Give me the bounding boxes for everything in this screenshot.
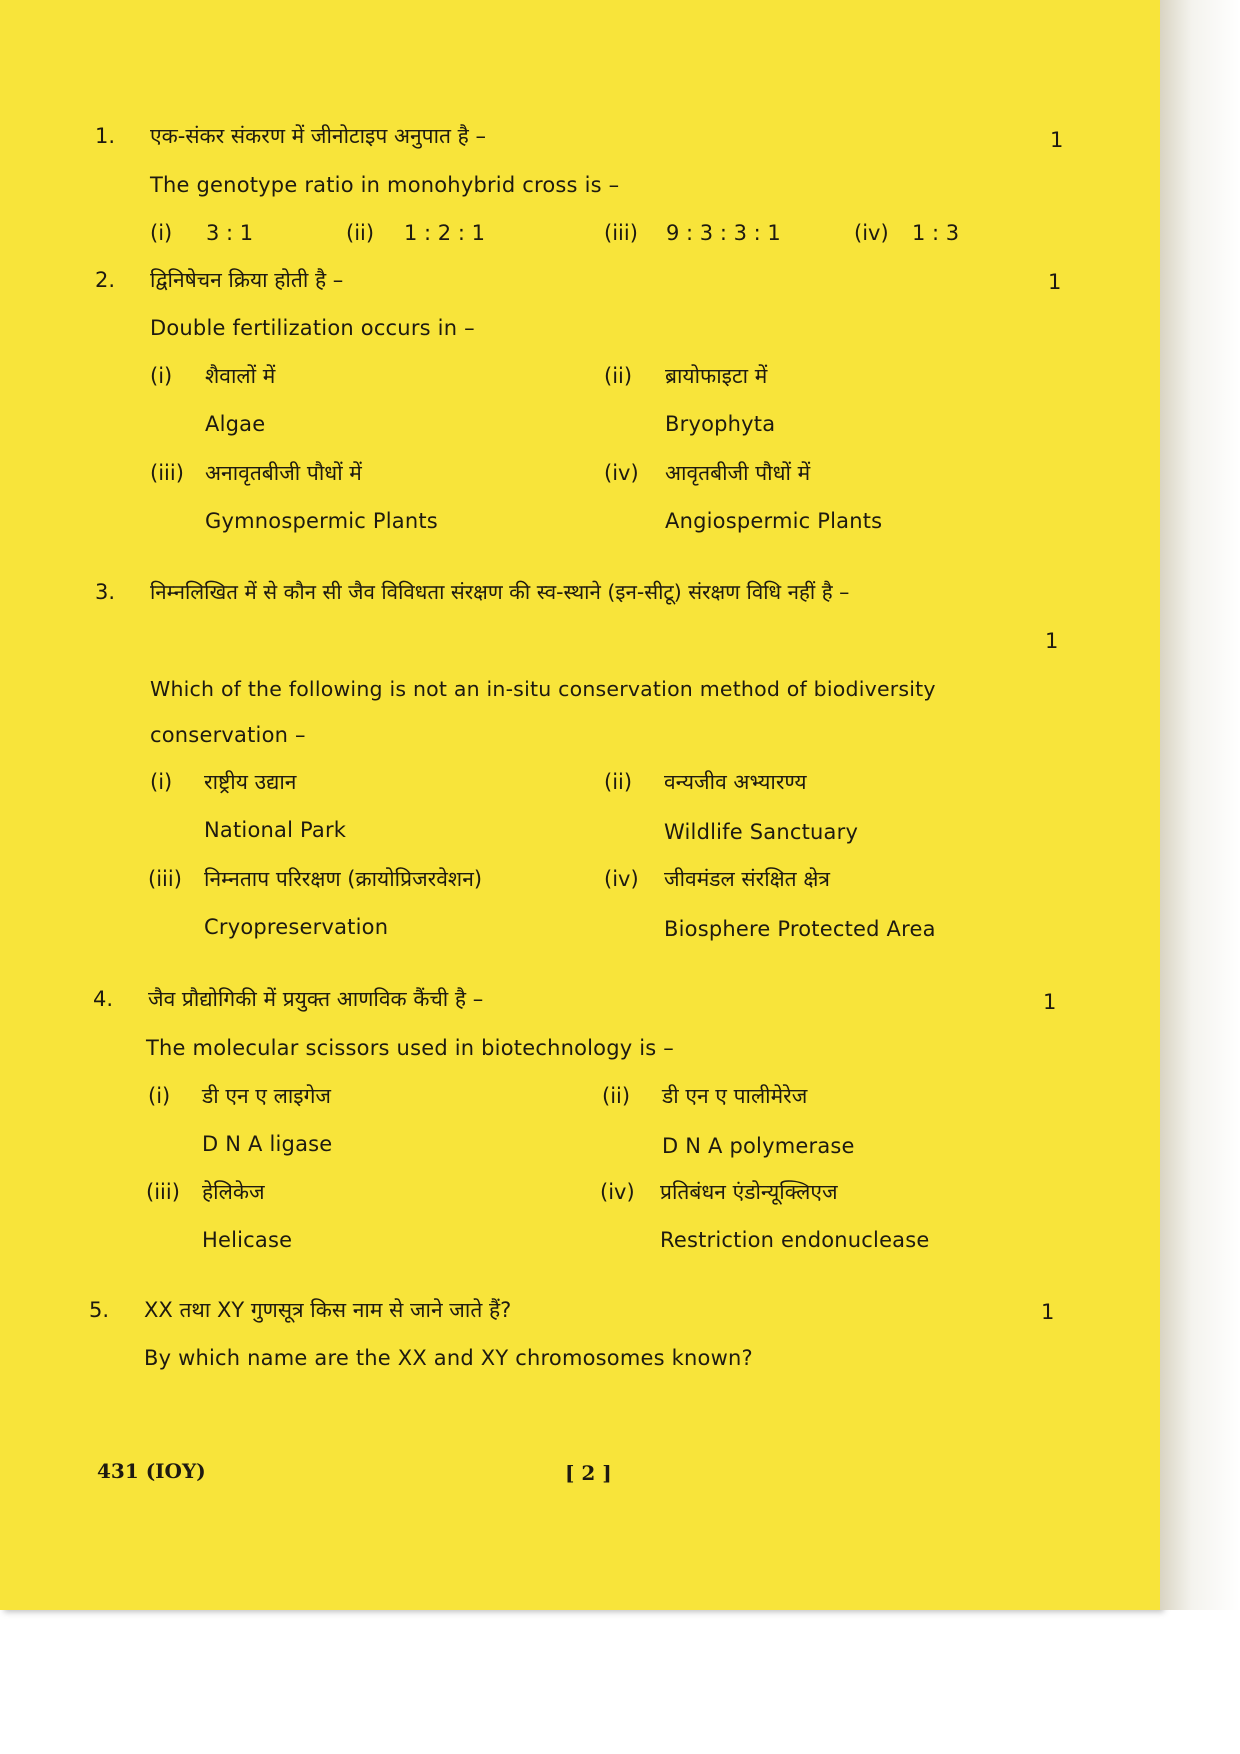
page-number: [ 2 ]	[565, 1461, 612, 1485]
question-1-hindi: एक-संकर संकरण में जीनोटाइप अनुपात है –	[150, 124, 487, 148]
q1-option-ii-text: 1 : 2 : 1	[404, 221, 485, 245]
question-5-hindi: XX तथा XY गुणसूत्र किस नाम से जाने जाते हैं?	[144, 1298, 512, 1322]
q1-option-i-label: (i)	[150, 221, 173, 245]
question-2-marks: 1	[1048, 270, 1062, 294]
q2-option-iv-hindi: आवृतबीजी पौधों में	[665, 461, 811, 485]
q2-option-ii-english: Bryophyta	[665, 412, 776, 436]
q4-option-i-hindi: डी एन ए लाइगेज	[202, 1084, 331, 1108]
q3-option-iv-label: (iv)	[604, 867, 639, 891]
q4-option-iv-label: (iv)	[600, 1180, 635, 1204]
question-3-marks: 1	[1045, 629, 1059, 653]
paper-code: 431 (IOY)	[97, 1459, 206, 1483]
q2-option-i-label: (i)	[150, 364, 173, 388]
q1-option-iv-label: (iv)	[854, 221, 889, 245]
q2-option-iii-english: Gymnospermic Plants	[205, 509, 438, 533]
question-3-hindi: निम्नलिखित में से कौन सी जैव विविधता संरक्षण की स्व-स्थाने (इन-सीटू) संरक्षण विधि नहीं है –	[150, 580, 850, 604]
q3-option-iv-hindi: जीवमंडल संरक्षित क्षेत्र	[664, 867, 830, 891]
q4-option-iv-english: Restriction endonuclease	[660, 1228, 930, 1252]
question-5-english: By which name are the XX and XY chromosomes known?	[144, 1346, 753, 1370]
question-4-number: 4.	[93, 987, 114, 1011]
q1-option-iv-text: 1 : 3	[912, 221, 960, 245]
q2-option-ii-hindi: ब्रायोफाइटा में	[665, 364, 768, 388]
question-2-number: 2.	[95, 268, 116, 292]
question-3-english-line1: Which of the following is not an in-situ conservation method of biodiversity	[150, 677, 936, 701]
q4-option-iii-label: (iii)	[146, 1180, 180, 1204]
q2-option-i-hindi: शैवालों में	[205, 364, 276, 388]
q3-option-ii-label: (ii)	[604, 770, 633, 794]
q2-option-iv-english: Angiospermic Plants	[665, 509, 883, 533]
q1-option-iii-text: 9 : 3 : 3 : 1	[666, 221, 781, 245]
question-4-marks: 1	[1043, 990, 1057, 1014]
page-edge-shadow	[1160, 0, 1240, 1610]
question-2-english: Double fertilization occurs in –	[150, 316, 475, 340]
q1-option-iii-label: (iii)	[604, 221, 638, 245]
q4-option-i-english: D N A ligase	[202, 1132, 333, 1156]
q3-option-iv-english: Biosphere Protected Area	[664, 917, 936, 941]
q4-option-iv-hindi: प्रतिबंधन एंडोन्यूक्लिएज	[660, 1180, 838, 1204]
q2-option-i-english: Algae	[205, 412, 266, 436]
q2-option-iii-hindi: अनावृतबीजी पौधों में	[205, 461, 362, 485]
q3-option-ii-english: Wildlife Sanctuary	[664, 820, 859, 844]
question-5-number: 5.	[89, 1298, 110, 1322]
q4-option-iii-english: Helicase	[202, 1228, 293, 1252]
q3-option-i-label: (i)	[150, 770, 173, 794]
question-4-hindi: जैव प्रौद्योगिकी में प्रयुक्त आणविक कैंची है –	[148, 987, 484, 1011]
question-1-marks: 1	[1050, 128, 1064, 152]
q1-option-ii-label: (ii)	[346, 221, 375, 245]
q3-option-ii-hindi: वन्यजीव अभ्यारण्य	[664, 770, 807, 794]
q2-option-ii-label: (ii)	[604, 364, 633, 388]
q3-option-iii-english: Cryopreservation	[204, 915, 389, 939]
q4-option-i-label: (i)	[148, 1084, 171, 1108]
question-3-english-line2: conservation –	[150, 723, 306, 747]
question-3-number: 3.	[95, 580, 116, 604]
question-1-number: 1.	[95, 124, 116, 148]
question-5-marks: 1	[1041, 1300, 1055, 1324]
question-1-english: The genotype ratio in monohybrid cross is –	[150, 173, 620, 197]
q3-option-iii-label: (iii)	[148, 867, 182, 891]
q3-option-i-english: National Park	[204, 818, 347, 842]
q1-option-i-text: 3 : 1	[206, 221, 254, 245]
question-2-hindi: द्विनिषेचन क्रिया होती है –	[150, 268, 344, 292]
q2-option-iv-label: (iv)	[604, 461, 639, 485]
q2-option-iii-label: (iii)	[150, 461, 184, 485]
q4-option-ii-hindi: डी एन ए पालीमेरेज	[662, 1084, 808, 1108]
q3-option-iii-hindi: निम्नताप परिरक्षण (क्रायोप्रिजरवेशन)	[204, 867, 483, 891]
question-4-english: The molecular scissors used in biotechnology is –	[146, 1036, 675, 1060]
q4-option-ii-label: (ii)	[602, 1084, 631, 1108]
q3-option-i-hindi: राष्ट्रीय उद्यान	[204, 770, 297, 794]
q4-option-ii-english: D N A polymerase	[662, 1134, 855, 1158]
q4-option-iii-hindi: हेलिकेज	[202, 1180, 265, 1204]
